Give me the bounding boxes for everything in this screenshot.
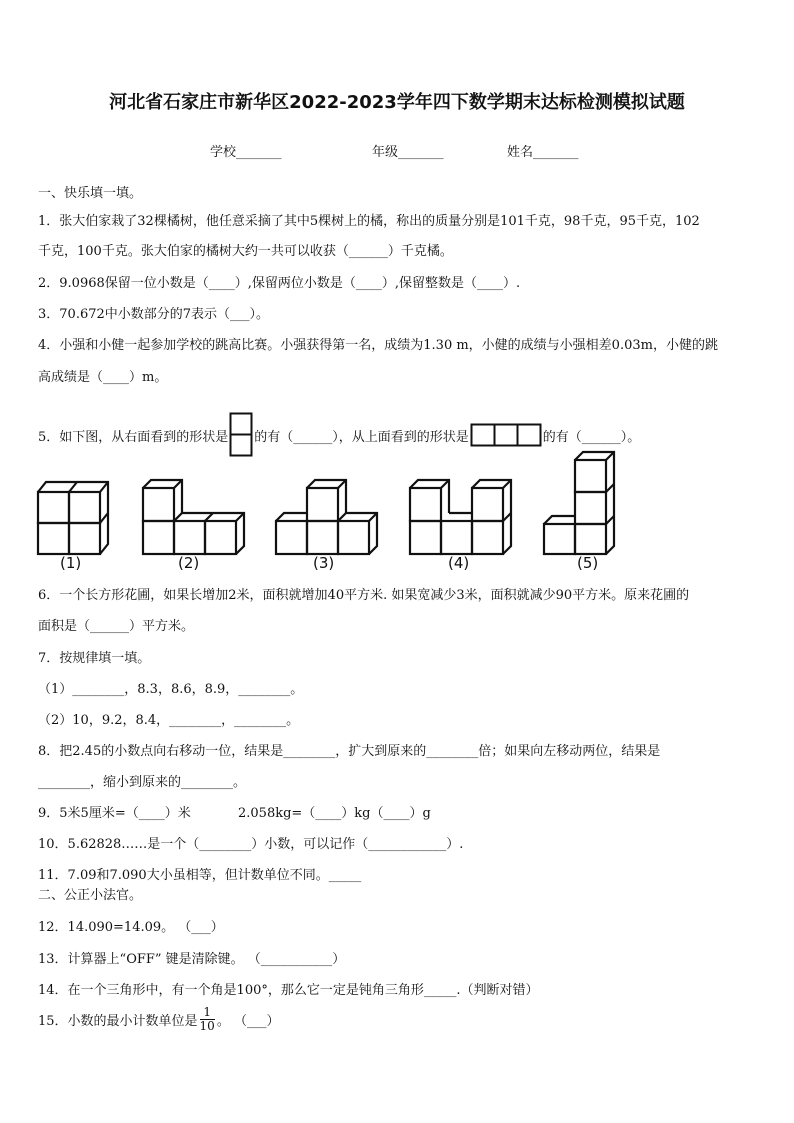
question-6-line-2: 面积是（______）平方米。 (38, 619, 195, 634)
cube-figure-2 (141, 476, 251, 556)
cube-figure-1 (36, 476, 118, 556)
question-8-line-1: 8．把2.45的小数点向右移动一位，结果是________，扩大到原来的________倍；如果向左移动两位，结果是 (38, 744, 661, 759)
section-2-heading: 二、公正小法官。 (38, 888, 143, 903)
question-12: 12．14.090=14.09。 （___） (38, 920, 224, 935)
question-13: 13．计算器上“OFF” 键是清除键。 （___________） (38, 952, 346, 967)
page-title: 河北省石家庄市新华区2022-2023学年四下数学期末达标检测模拟试题 (109, 92, 685, 113)
question-4-line-2: 高成绩是（____）m。 (38, 370, 168, 385)
question-9-right: 2.058kg=（____）kg（____）g (238, 806, 431, 821)
question-7-part-2: （2）10，9.2，8.4，________，________。 (38, 713, 300, 728)
question-15 (38, 1006, 279, 1033)
question-9-left: 9．5米5厘米=（____）米 (38, 806, 191, 821)
cube-figures (30, 452, 670, 582)
cube-figure-3 (274, 476, 384, 556)
cube-figure-5 (542, 448, 626, 556)
question-5-prefix: 5．如下图，从右面看到的形状是 (38, 429, 229, 445)
fraction-one-tenth (200, 1006, 215, 1033)
question-4-line-1: 4．小强和小健一起参加学校的跳高比赛。小强获得第一名，成绩为1.30 m，小健的成绩与小强相差0.03m，小健的跳 (38, 338, 718, 353)
figure-label-5: (5) (577, 554, 599, 572)
figure-label-1: (1) (60, 554, 82, 572)
question-7-stem: 7．按规律填一填。 (38, 651, 151, 666)
question-1-line-2: 千克，100千克。张大伯家的橘树大约一共可以收获（______）千克橘。 (38, 244, 453, 259)
question-1-line-1: 1．张大伯家栽了32棵橘树，他任意采摘了其中5棵树上的橘，称出的质量分别是101千克，98千克，95千克，102 (38, 214, 700, 229)
name-field: 姓名_______ (507, 145, 579, 160)
question-7-part-1: （1）________，8.3，8.6，8.9，________。 (38, 682, 304, 697)
figure-label-3: (3) (313, 554, 335, 572)
question-8-line-2: ________，缩小到原来的________。 (38, 775, 247, 790)
question-5-suffix: 的有（______）。 (542, 429, 641, 445)
question-10: 10．5.62828……是一个（________）小数，可以记作（____________）. (38, 837, 464, 852)
fraction-numerator: 1 (200, 1006, 215, 1020)
cube-figure-4 (408, 476, 518, 556)
question-15-prefix: 15．小数的最小计数单位是 (38, 1014, 198, 1029)
top-view-shape (470, 423, 542, 447)
question-2: 2．9.0968保留一位小数是（____）,保留两位小数是（____）,保留整数是（____）. (38, 276, 521, 291)
school-field: 学校_______ (210, 145, 282, 160)
question-5-middle: 的有（______），从上面看到的形状是 (254, 429, 469, 445)
question-14: 14．在一个三角形中，有一个角是100°，那么它一定是钝角三角形_____.（判断对错） (38, 983, 539, 998)
question-15-suffix: 。 （___） (216, 1014, 280, 1029)
figure-label-2: (2) (178, 554, 200, 572)
question-11: 11．7.09和7.090大小虽相等，但计数单位不同。_____ (38, 868, 362, 883)
section-1-heading: 一、快乐填一填。 (38, 186, 143, 201)
fraction-denominator: 10 (199, 1019, 215, 1033)
grade-field: 年级_______ (372, 145, 444, 160)
figure-label-4: (4) (448, 554, 470, 572)
question-6-line-1: 6．一个长方形花圃，如果长增加2米，面积就增加40平方米. 如果宽减少3米，面积就减少90平方米。原来花圃的 (38, 588, 690, 603)
question-3: 3．70.672中小数部分的7表示（___）。 (38, 307, 270, 322)
